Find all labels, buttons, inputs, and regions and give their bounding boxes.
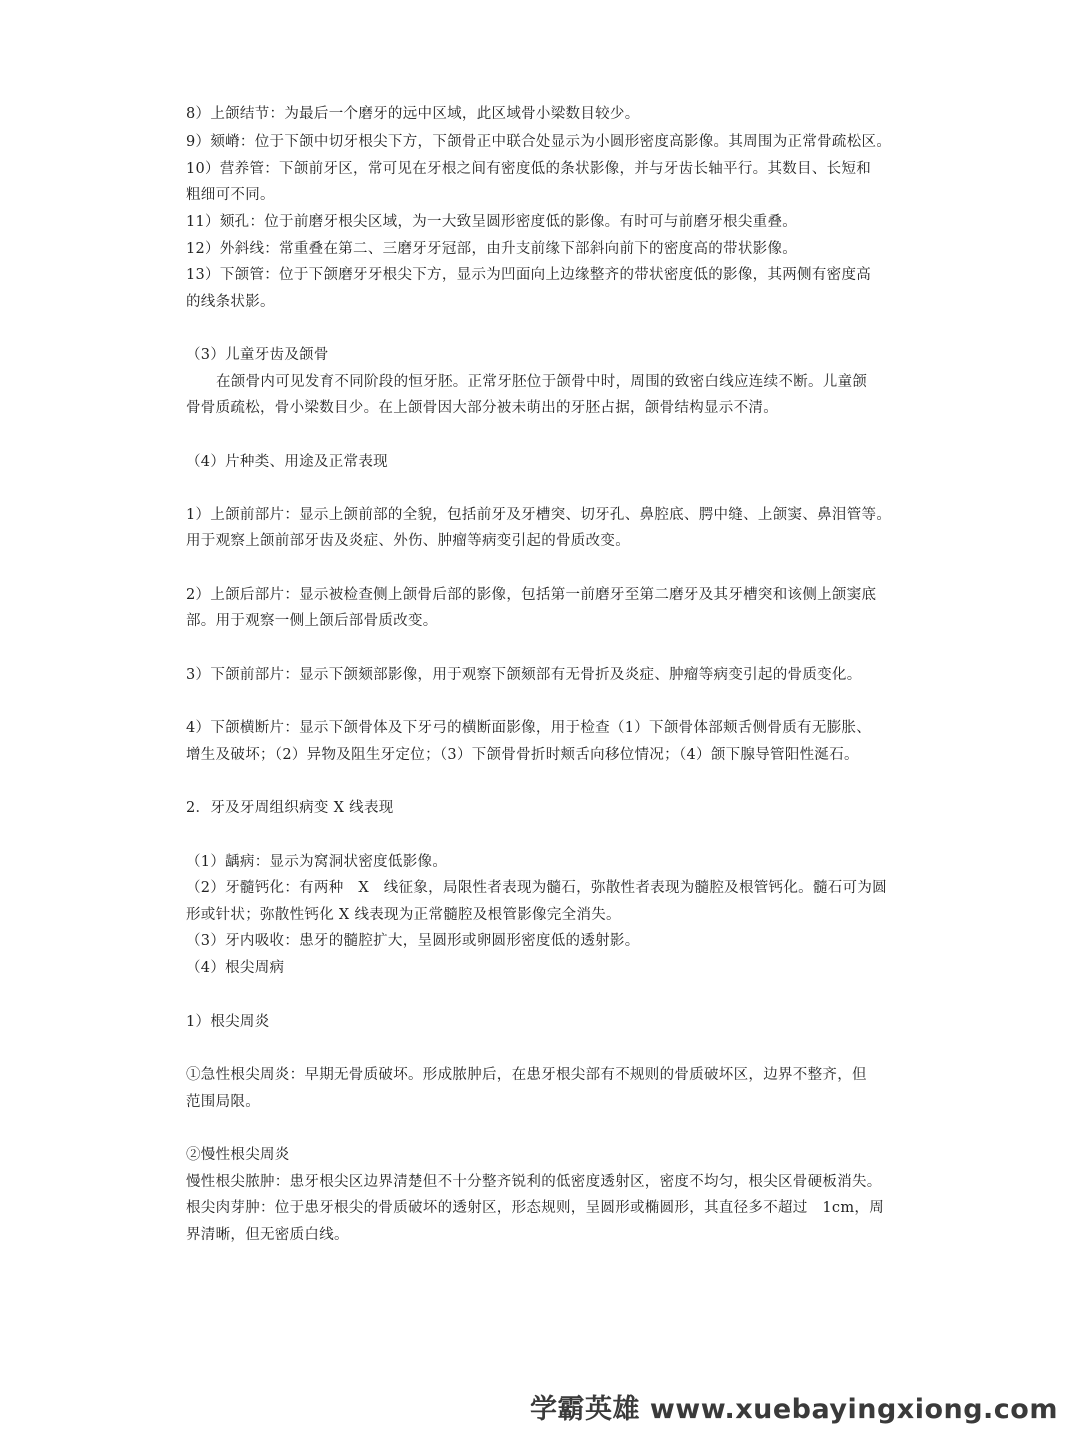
text-line: 11）颏孔：位于前磨牙根尖区域，为一大致呈圆形密度低的影像。有时可与前磨牙根尖重叠。 bbox=[186, 214, 798, 230]
section-heading: （3）儿童牙齿及颌骨 bbox=[186, 347, 329, 363]
text-line: 慢性根尖脓肿：患牙根尖区边界清楚但不十分整齐锐利的低密度透射区，密度不均匀，根尖区骨硬板消失。 bbox=[186, 1174, 882, 1190]
text-line: 范围局限。 bbox=[186, 1094, 260, 1110]
text-line: 的线条状影。 bbox=[186, 294, 275, 310]
section-heading: ②慢性根尖周炎 bbox=[186, 1147, 290, 1163]
text-line: （3）牙内吸收：患牙的髓腔扩大，呈圆形或卵圆形密度低的透射影。 bbox=[186, 933, 640, 949]
text-line: 在颌骨内可见发育不同阶段的恒牙胚。正常牙胚位于颌骨中时，周围的致密白线应连续不断。儿童颌 bbox=[216, 374, 868, 390]
text-line: ①急性根尖周炎：早期无骨质破坏。形成脓肿后，在患牙根尖部有不规则的骨质破坏区，边界不整齐，但 bbox=[186, 1067, 867, 1083]
text-line: 10）营养管：下颌前牙区，常可见在牙根之间有密度低的条状影像，并与牙齿长轴平行。其数目、长短和 bbox=[186, 161, 872, 177]
text-line: 界清晰，但无密质白线。 bbox=[186, 1227, 349, 1243]
text-line: 13）下颌管：位于下颌磨牙牙根尖下方，显示为凹面向上边缘整齐的带状密度低的影像，其两侧有密度高 bbox=[186, 267, 872, 283]
text-line: 2）上颌后部片：显示被检查侧上颌骨后部的影像，包括第一前磨牙至第二磨牙及其牙槽突和该侧上颌窦底 bbox=[186, 587, 877, 603]
text-line: 部。用于观察一侧上颌后部骨质改变。 bbox=[186, 613, 438, 629]
section-heading: 1）根尖周炎 bbox=[186, 1014, 270, 1030]
text-line: （2）牙髓钙化：有两种 X 线征象，局限性者表现为髓石，弥散性者表现为髓腔及根管钙化。髓石可为圆 bbox=[186, 880, 887, 896]
text-line: 1）上颌前部片：显示上颌前部的全貌，包括前牙及牙槽突、切牙孔、鼻腔底、腭中缝、上颌窦、鼻泪管等。 bbox=[186, 507, 892, 523]
text-line: 增生及破坏；（2）异物及阻生牙定位；（3）下颌骨骨折时颊舌向移位情况；（4）颌下腺导管阳性涎石。 bbox=[186, 747, 859, 763]
text-line: 8）上颌结节：为最后一个磨牙的远中区域，此区域骨小梁数目较少。 bbox=[186, 106, 640, 122]
text-line: 形或针状；弥散性钙化 X 线表现为正常髓腔及根管影像完全消失。 bbox=[186, 907, 621, 923]
text-line: 粗细可不同。 bbox=[186, 187, 275, 203]
text-line: 12）外斜线：常重叠在第二、三磨牙牙冠部，由升支前缘下部斜向前下的密度高的带状影像。 bbox=[186, 241, 798, 257]
section-heading: （4）根尖周病 bbox=[186, 960, 285, 976]
text-line: （1）龋病：显示为窝洞状密度低影像。 bbox=[186, 854, 448, 870]
text-line: 骨骨质疏松，骨小梁数目少。在上颌骨因大部分被未萌出的牙胚占据，颌骨结构显示不清。 bbox=[186, 400, 778, 416]
text-line: 4）下颌横断片：显示下颌骨体及下牙弓的横断面影像，用于检查（1）下颌骨体部颊舌侧骨质有无膨胀、 bbox=[186, 720, 872, 736]
text-line: 3）下颌前部片：显示下颌颏部影像，用于观察下颌颏部有无骨折及炎症、肿瘤等病变引起的骨质变化。 bbox=[186, 667, 862, 683]
section-heading: 2．牙及牙周组织病变 X 线表现 bbox=[186, 800, 394, 816]
text-line: 9）颏嵴：位于下颌中切牙根尖下方，下颌骨正中联合处显示为小圆形密度高影像。其周围为正常骨疏松区。 bbox=[186, 134, 892, 150]
site-watermark: 学霸英雄 www.xuebayingxiong.com bbox=[529, 1394, 1058, 1425]
section-heading: （4）片种类、用途及正常表现 bbox=[186, 454, 388, 470]
text-line: 根尖肉芽肿：位于患牙根尖的骨质破坏的透射区，形态规则，呈圆形或椭圆形，其直径多不超过 1cm，周 bbox=[186, 1200, 884, 1216]
text-line: 用于观察上颌前部牙齿及炎症、外伤、肿瘤等病变引起的骨质改变。 bbox=[186, 533, 630, 549]
